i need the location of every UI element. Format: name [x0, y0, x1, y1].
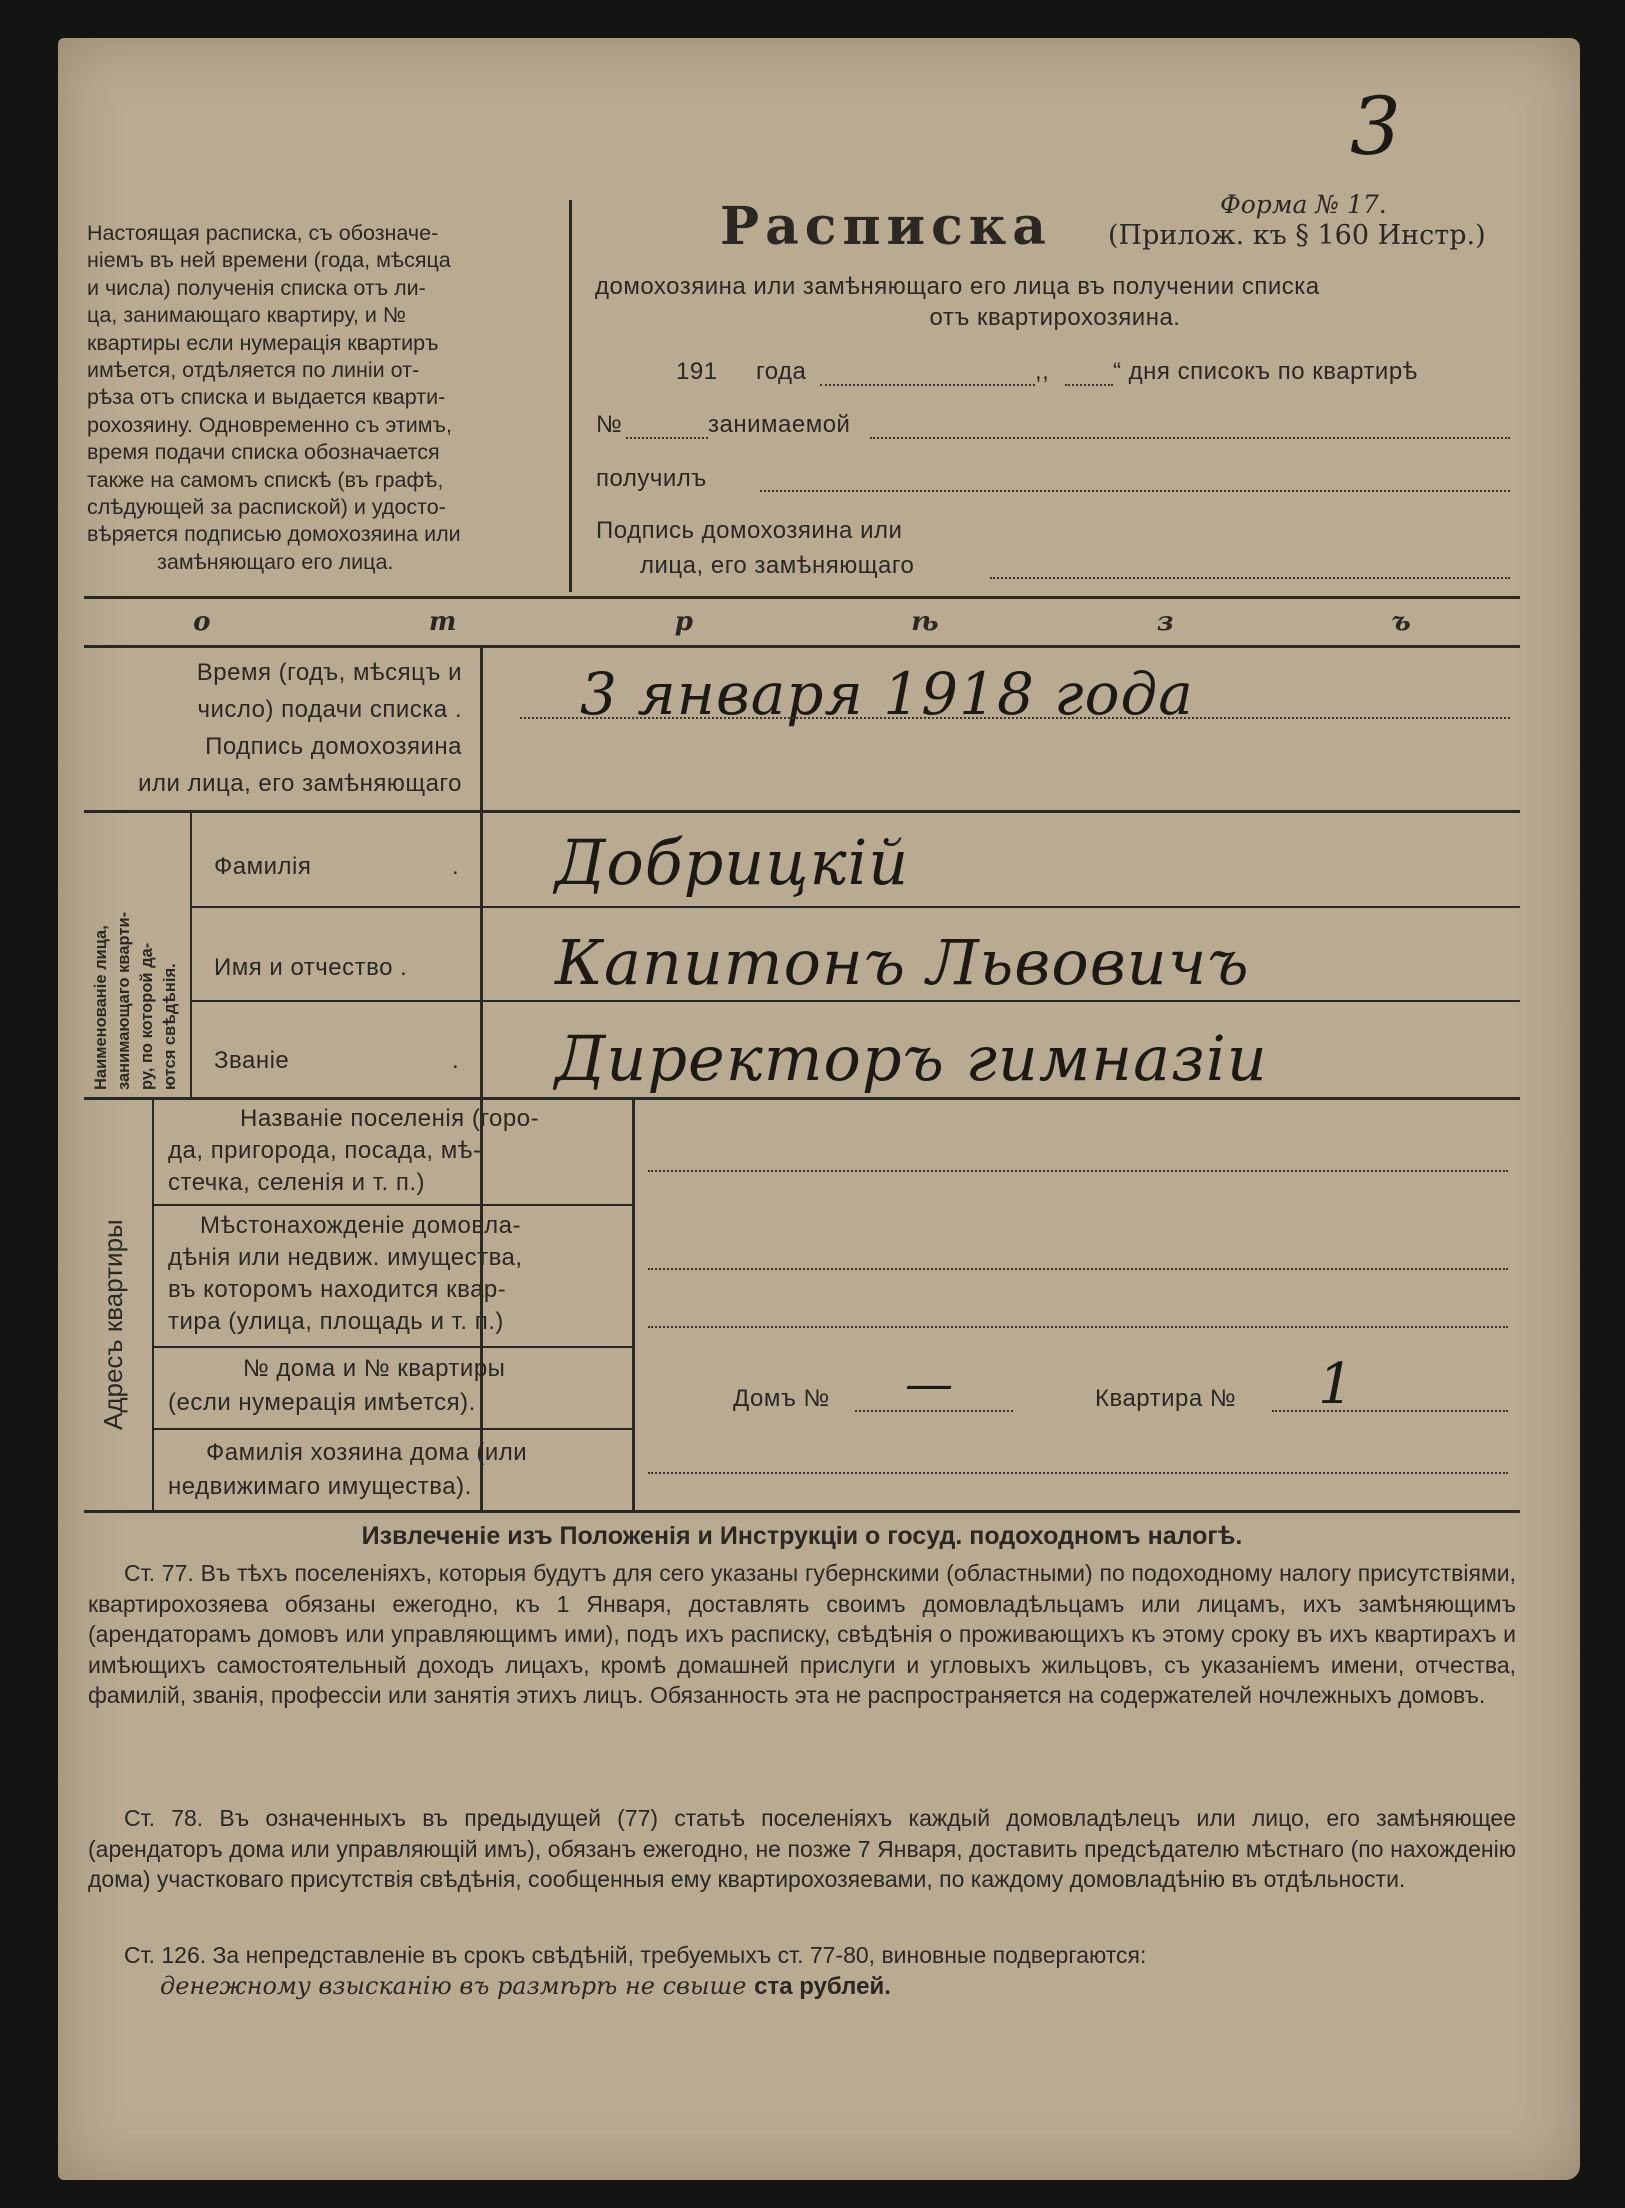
article-78: Ст. 78. Въ означенныхъ въ предыдущей (77) статьѣ поселеніяхъ каждый домовладѣлецъ или лицо, его замѣняющее (арендаторъ дома или управляющій имъ), обязанъ ежегодно, не позже 7 Января, доставить предсѣдателю мѣстнаго (по нахожденію дома) участковаго присутствія свѣдѣнія, сообщенныя ему квартирохозяевами, по каждому домовладѣнію въ отдѣльности. [88, 1805, 1516, 1892]
apartment-value: 1 [1318, 1352, 1355, 1417]
received-line [760, 490, 1510, 492]
location-line-2 [648, 1326, 1508, 1328]
form-title: Расписка [720, 196, 1052, 257]
year-prefix: 191 [676, 358, 718, 385]
name-label: Имя и отчество . [214, 954, 408, 981]
date-day-line [1065, 384, 1113, 386]
article-77: Ст. 77. Въ тѣхъ поселеніяхъ, которыя будутъ для сего указаны губернскими (областными) по подоходному налогу присутствіями, квартирохозяева обязаны ежегодно, къ 1 Января, доставлять своимъ домовладѣльцамъ или лицамъ, ихъ замѣняющимъ (арендаторамъ домовъ или управляющимъ ими), подъ ихъ расписку, свѣдѣнія о проживающихъ къ этому сроку въ ихъ квартирахъ и имѣющихъ самостоятельный доходъ лицахъ, кромѣ домашней прислуги и угловыхъ жильцовъ, съ указаніемъ имени, отчества, фамилій, званія, профессіи или занятія этихъ лицъ. Обязанность эта не распространяется на содержателей ночлежныхъ домовъ. [88, 1560, 1516, 1708]
person-side-divider [190, 811, 192, 1097]
settlement-label: Названіе поселенія (горо- да, пригорода, посада, мѣ- стечка, селенія и т. п.) [168, 1105, 540, 1196]
address-value-divider [632, 1098, 635, 1510]
article-126-penalty: денежному взысканію въ размѣрѣ не свыше ста рублей. [160, 1972, 891, 2000]
address-row-line-3 [153, 1428, 633, 1430]
occupied-line [870, 437, 1510, 439]
apartment-line [1272, 1410, 1508, 1412]
section-divider-2 [84, 1097, 1520, 1100]
house-value: — [905, 1356, 954, 1412]
section-divider-1 [84, 810, 1520, 813]
left-note-line: имѣется, отдѣляется по линіи от- [87, 358, 420, 383]
date-month-line [820, 384, 1035, 386]
extract-title: Извлеченіе изъ Положенія и Инструкціи о госуд. подоходномъ налогѣ. [361, 1522, 1243, 1550]
left-note-line: квартиры если нумерація квартиръ [87, 330, 439, 355]
left-note-line: также на самомъ спискѣ (въ графѣ, [87, 467, 444, 492]
received-label: получилъ [596, 465, 707, 492]
left-note-line: ца, занимающаго квартиру, и № [87, 303, 406, 328]
time-dotted-line [520, 717, 1510, 719]
rank-value: Директоръ гимназіи [555, 1022, 1268, 1095]
apartment-label: Квартира № [1095, 1385, 1237, 1412]
occupied-label: занимаемой [708, 411, 851, 438]
address-row-line-1 [153, 1204, 633, 1206]
left-note-line: время подачи списка обозначается [87, 440, 440, 465]
left-note-line: рѣза отъ списка и выдается кварти- [87, 385, 446, 410]
left-note-line: Настоящая расписка, съ обозначе- [87, 221, 439, 245]
signature-label-1: Подпись домохозяина или [596, 517, 903, 544]
surname-label: Фамилія [214, 853, 312, 880]
left-note-line: замѣняющаго его лица. [157, 549, 394, 574]
time-value: 3 января 1918 года [580, 660, 1194, 728]
location-label: Мѣстонахожденіе домовла- дѣнія или недвиж. имущества, въ которомъ находится квар- тира (улица, площадь и т. п.) [168, 1212, 523, 1335]
left-note-line: слѣдующей за распиской) и удосто- [87, 495, 446, 520]
address-side-divider [152, 1098, 154, 1510]
apartment-number-label: № [596, 411, 623, 438]
section-divider-3 [84, 1510, 1520, 1513]
year-word: года [756, 358, 807, 385]
page-number: 3 [1350, 80, 1402, 173]
left-note [87, 220, 562, 576]
apartment-number-line [626, 437, 708, 439]
rank-label: Званіе [214, 1047, 290, 1074]
form-subtitle-2: отъ квартирохозяина. [929, 304, 1181, 331]
settlement-line [648, 1170, 1508, 1172]
surname-value: Добрицкій [555, 826, 910, 899]
name-value: Капитонъ Львовичъ [555, 926, 1250, 999]
owner-label: Фамилія хозяина дома (или недвижимаго имущества). [168, 1439, 528, 1500]
date-suffix: “ дня списокъ по квартирѣ [1113, 358, 1418, 385]
time-label: Время (годъ, мѣсяцъ и число) подачи списка . Подпись домохозяина или лица, его замѣняющаго [138, 659, 462, 797]
form-number: Форма № 17. [1220, 190, 1387, 219]
left-note-line: вѣряется подписью домохозяина или [87, 522, 461, 547]
location-line-1 [648, 1268, 1508, 1270]
form-appendix: (Прилож. къ § 160 Инстр.) [1108, 220, 1486, 251]
cut-line-top [84, 596, 1520, 599]
cut-label: о т р ѣ з ъ [193, 607, 1411, 637]
person-row-line-1 [192, 906, 1520, 908]
article-126: Ст. 126. За непредставленіе въ срокъ свѣдѣній, требуемыхъ ст. 77-80, виновные подвергаются: [124, 1942, 1147, 1968]
numbers-label: № дома и № квартиры (если нумерація имѣется). [168, 1355, 506, 1416]
cut-line-bottom [84, 645, 1520, 648]
person-row-line-2 [192, 1000, 1520, 1002]
divider-left-col [569, 200, 572, 592]
left-note-line: рохозяину. Одновременно съ этимъ, [87, 412, 452, 437]
left-note-line: и числа) полученія списка отъ ли- [87, 275, 426, 300]
address-row-line-2 [153, 1346, 633, 1348]
left-note-line: ніемъ въ ней времени (года, мѣсяца [87, 248, 451, 273]
signature-line [990, 577, 1510, 579]
signature-label-2: лица, его замѣняющаго [640, 552, 915, 579]
form-subtitle-1: домохозяина или замѣняющаго его лица въ получении списка [595, 273, 1320, 300]
house-label: Домъ № [733, 1385, 830, 1412]
owner-line [648, 1472, 1508, 1474]
